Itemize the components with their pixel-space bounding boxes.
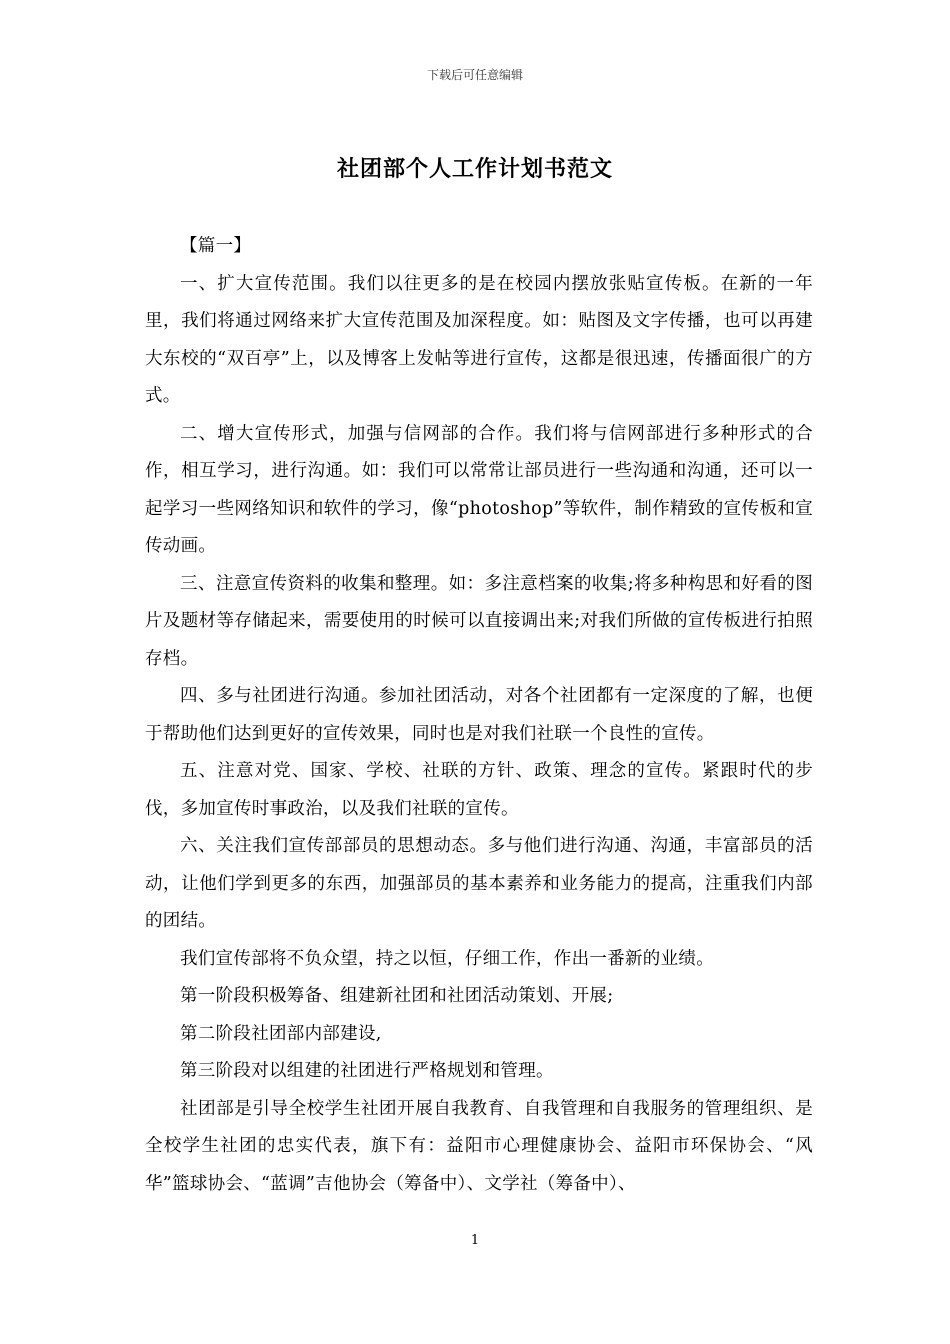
paragraph-6: 六、关注我们宣传部部员的思想动态。多与他们进行沟通、沟通，丰富部员的活动，让他们学到更多的东西，加强部员的基本素养和业务能力的提高，注重我们内部的团结。 <box>145 836 813 931</box>
header-note: 下载后可任意编辑 <box>426 68 523 82</box>
paragraph-4: 四、多与社团进行沟通。参加社团活动，对各个社团都有一定深度的了解，也便于帮助他们达到更好的宣传效果，同时也是对我们社联一个良性的宣传。 <box>145 686 813 744</box>
page-number: 1 <box>470 1233 480 1248</box>
paragraph-8: 第一阶段积极筹备、组建新社团和社团活动策划、开展; <box>180 986 614 1006</box>
paragraph-5: 五、注意对党、国家、学校、社联的方针、政策、理念的宣传。紧跟时代的步伐，多加宣传时事政治，以及我们社联的宣传。 <box>145 761 813 819</box>
section-label: 【篇一】 <box>180 236 252 256</box>
paragraph-10: 第三阶段对以组建的社团进行严格规划和管理。 <box>180 1061 554 1081</box>
paragraph-2: 二、增大宣传形式，加强与信网部的合作。我们将与信网部进行多种形式的合作，相互学习，进行沟通。如：我们可以常常让部员进行一些沟通和沟通，还可以一起学习一些网络知识和软件的学习，像“photoshop”等软件，制作精致的宣传板和宣传动画。 <box>145 423 813 556</box>
paragraph-3: 三、注意宣传资料的收集和整理。如：多注意档案的收集;将多种构思和好看的图片及题材等存储起来，需要使用的时候可以直接调出来;对我们所做的宣传板进行拍照存档。 <box>145 573 813 669</box>
paragraph-7: 我们宣传部将不负众望，持之以恒，仔细工作，作出一番新的业绩。 <box>180 948 714 969</box>
document-title: 社团部个人工作计划书范文 <box>336 156 613 182</box>
paragraph-11: 社团部是引导全校学生社团开展自我教育、自我管理和自我服务的管理组织、是全校学生社团的忠实代表，旗下有：益阳市心理健康协会、益阳市环保协会、“风华”篮球协会、“蓝调”吉他协会（筹备中）、文学社（筹备中）、 <box>145 1098 813 1194</box>
document-body <box>145 228 813 1203</box>
paragraph-1: 一、扩大宣传范围。我们以往更多的是在校园内摆放张贴宣传板。在新的一年里，我们将通过网络来扩大宣传范围及加深程度。如：贴图及文字传播，也可以再建大东校的“双百亭”上，以及博客上发帖等进行宣传，这都是很迅速，传播面很广的方式。 <box>145 273 813 406</box>
paragraph-9: 第二阶段社团部内部建设, <box>180 1023 382 1044</box>
